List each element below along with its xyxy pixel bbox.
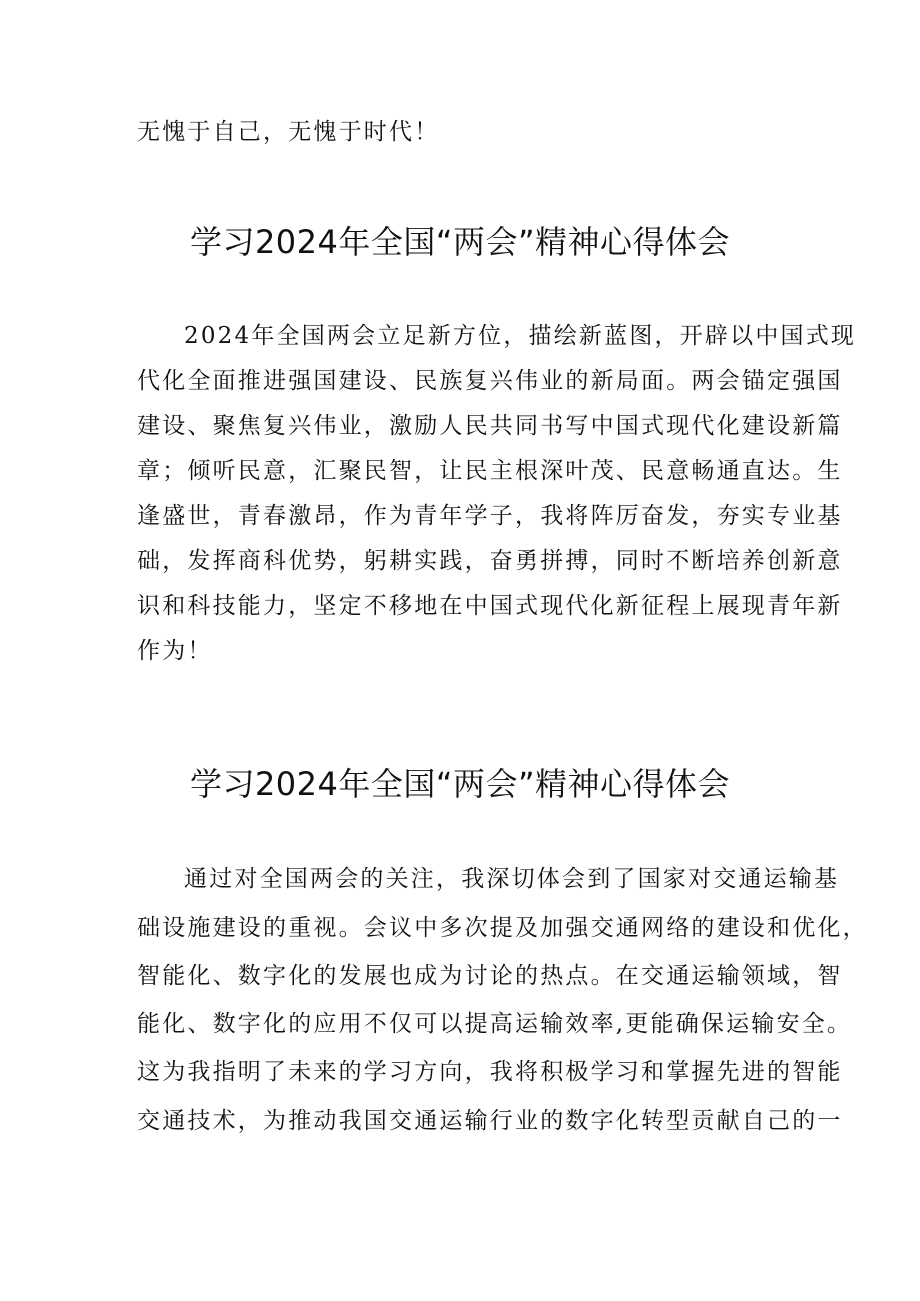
paragraph-line: 章；倾听民意，汇聚民智，让民主根深叶茂、民意畅通直达。生 <box>137 458 843 484</box>
paragraph-line: 作为！ <box>137 638 213 664</box>
paragraph-line: 础设施建设的重视。会议中多次提及加强交通网络的建设和优化， <box>137 915 868 941</box>
paragraph-line: 逢盛世，青春激昂，作为青年学子，我将阵厉奋发，夯实专业基 <box>137 503 843 529</box>
paragraph-line: 2024年全国两会立足新方位，描绘新蓝图，开辟以中国式现 <box>184 323 857 349</box>
paragraph-line: 础，发挥商科优势，躬耕实践，奋勇拼搏，同时不断培养创新意 <box>137 548 843 574</box>
paragraph-line: 识和科技能力，坚定不移地在中国式现代化新征程上展现青年新 <box>137 593 843 619</box>
previous-article-closing-line: 无愧于自己，无愧于时代！ <box>137 119 440 145</box>
paragraph-line: 通过对全国两会的关注，我深切体会到了国家对交通运输基 <box>184 866 840 892</box>
paragraph-line: 智能化、数字化的发展也成为讨论的热点。在交通运输领域，智 <box>137 963 843 989</box>
paragraph-line: 建设、聚焦复兴伟业，激励人民共同书写中国式现代化建设新篇 <box>137 413 843 439</box>
paragraph-line: 这为我指明了未来的学习方向，我将积极学习和掌握先进的智能 <box>137 1059 843 1085</box>
paragraph-line: 交通技术，为推动我国交通运输行业的数字化转型贡献自己的一 <box>137 1108 843 1134</box>
section-1-title: 学习2024年全国“两会”精神心得体会 <box>189 223 731 261</box>
paragraph-line: 能化、数字化的应用不仅可以提高运输效率,更能确保运输安全。 <box>137 1011 853 1037</box>
section-2-title: 学习2024年全国“两会”精神心得体会 <box>189 765 731 803</box>
paragraph-line: 代化全面推进强国建设、民族复兴伟业的新局面。两会锚定强国 <box>137 368 843 394</box>
